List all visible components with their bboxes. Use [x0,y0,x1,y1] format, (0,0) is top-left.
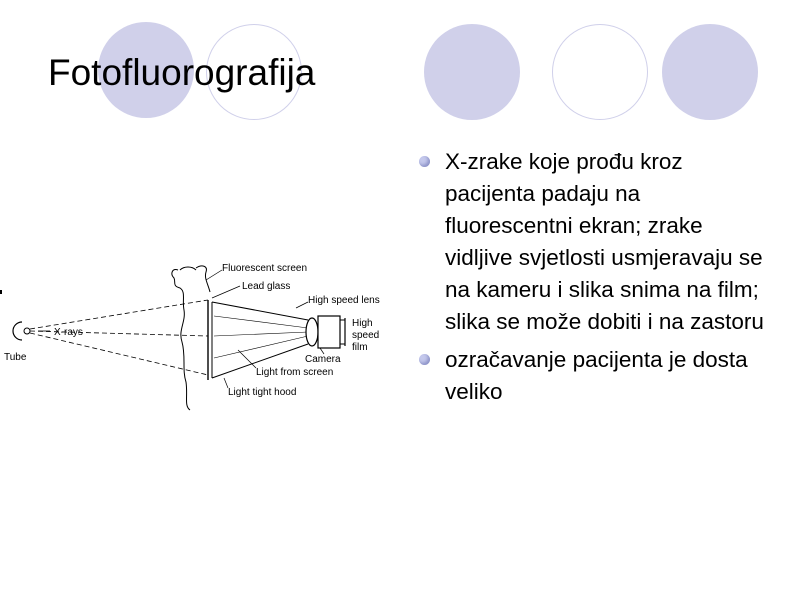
label-x-rays: X-rays [54,327,83,338]
bullet-text: X-zrake koje prođu kroz pacijenta padaju na fluorescentni ekran; zrake vidljive svjetlosti usmjeravaju se na kameru i slika snima na film; slika se može dobiti i na zastoru [445,149,764,334]
bullet-text: ozračavanje pacijenta je dosta veliko [445,347,748,404]
camera-body [318,316,340,348]
bullet-item [412,146,772,338]
bullet-icon [419,156,430,167]
label-high: High [352,318,373,329]
decorative-circle [662,24,758,120]
decorative-circle [552,24,648,120]
bullet-list [412,146,772,414]
patient-silhouette [172,266,210,410]
label-light-from-screen: Light from screen [256,367,334,378]
label-camera: Camera [305,354,341,365]
label-high-speed-lens: High speed lens [308,295,380,306]
label-tube: Tube [4,352,27,363]
label-speed: speed [352,330,380,341]
decorative-circle [424,24,520,120]
xray-tube-shape [13,322,22,340]
bullet-icon [419,354,430,365]
label-light-tight-hood: Light tight hood [228,387,297,398]
fluorography-diagram [0,240,400,415]
label-fluorescent-screen: Fluorescent screen [222,263,308,274]
bullet-item [412,344,772,408]
slide-title: Fotofluorografija [48,52,316,93]
label-lead-glass: Lead glass [242,281,291,292]
label-film: film [352,342,368,353]
